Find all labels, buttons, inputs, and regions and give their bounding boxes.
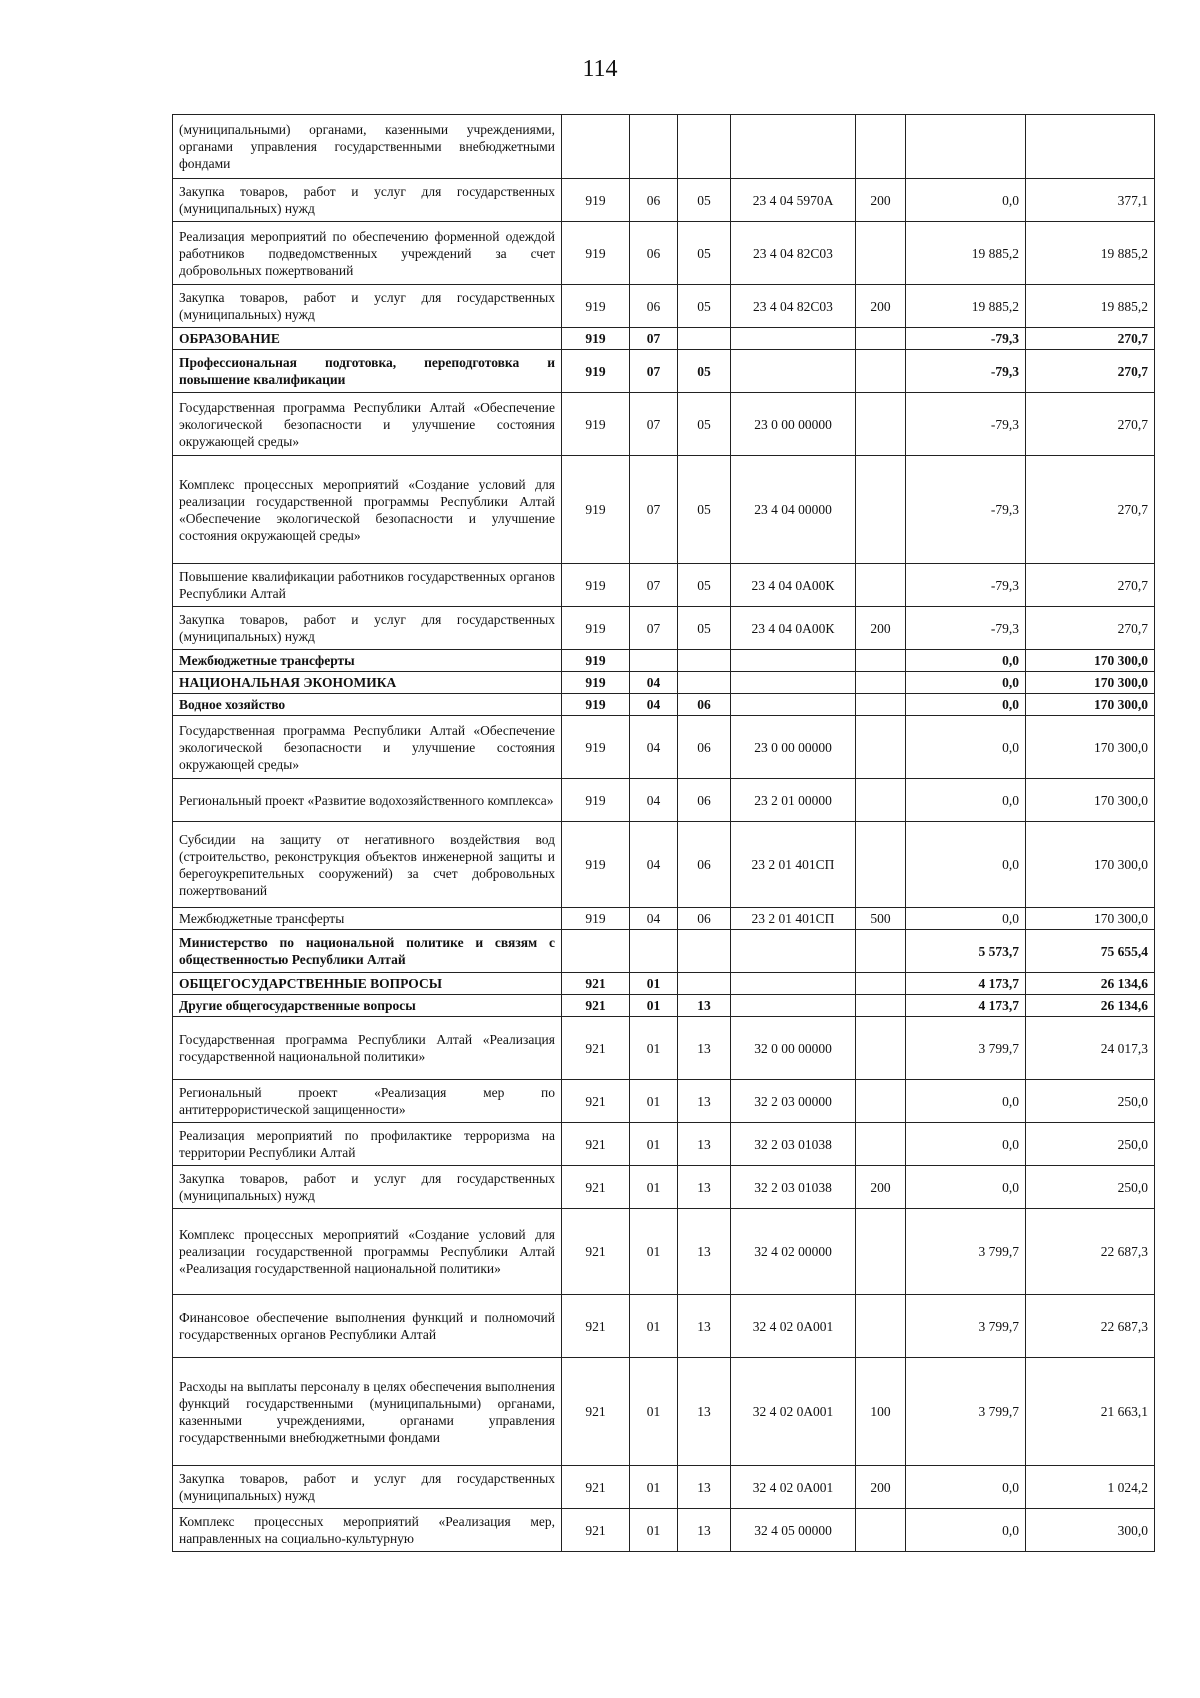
cell-target-article	[731, 350, 856, 393]
cell-grbs: 921	[562, 1080, 630, 1123]
cell-target-article: 23 2 01 00000	[731, 779, 856, 822]
cell-grbs: 921	[562, 1123, 630, 1166]
cell-subsection: 13	[678, 1123, 731, 1166]
cell-amount-2: 24 017,3	[1026, 1017, 1155, 1080]
cell-subsection: 05	[678, 607, 731, 650]
cell-amount-1: 0,0	[906, 1166, 1026, 1209]
cell-amount-1: -79,3	[906, 350, 1026, 393]
cell-amount-1: 4 173,7	[906, 973, 1026, 995]
cell-section: 01	[630, 1123, 678, 1166]
cell-name: Комплекс процессных мероприятий «Реализация мер, направленных на социально-культурную	[173, 1509, 562, 1552]
cell-grbs: 921	[562, 1466, 630, 1509]
cell-amount-1: 0,0	[906, 650, 1026, 672]
cell-amount-2: 170 300,0	[1026, 650, 1155, 672]
cell-subsection: 06	[678, 822, 731, 908]
cell-name: (муниципальными) органами, казенными учреждениями, органами управления государственными внебюджетными фондами	[173, 115, 562, 179]
cell-expense-type	[856, 930, 906, 973]
cell-target-article	[731, 115, 856, 179]
cell-subsection: 05	[678, 456, 731, 564]
table-row	[173, 285, 1155, 328]
cell-amount-1: 0,0	[906, 908, 1026, 930]
cell-amount-1: 0,0	[906, 694, 1026, 716]
cell-amount-1: 0,0	[906, 1509, 1026, 1552]
cell-expense-type	[856, 995, 906, 1017]
cell-name: Закупка товаров, работ и услуг для государственных (муниципальных) нужд	[173, 1166, 562, 1209]
cell-name: Министерство по национальной политике и связям с общественностью Республики Алтай	[173, 930, 562, 973]
cell-expense-type	[856, 822, 906, 908]
cell-amount-1	[906, 115, 1026, 179]
cell-section: 07	[630, 328, 678, 350]
cell-grbs: 921	[562, 1166, 630, 1209]
cell-expense-type: 200	[856, 1466, 906, 1509]
cell-expense-type	[856, 650, 906, 672]
cell-grbs: 921	[562, 1295, 630, 1358]
table-row	[173, 1123, 1155, 1166]
cell-name: Финансовое обеспечение выполнения функций и полномочий государственных органов Республики Алтай	[173, 1295, 562, 1358]
cell-amount-2: 270,7	[1026, 393, 1155, 456]
cell-amount-2: 270,7	[1026, 350, 1155, 393]
cell-amount-1: 0,0	[906, 1123, 1026, 1166]
cell-amount-2: 170 300,0	[1026, 779, 1155, 822]
table-row	[173, 779, 1155, 822]
cell-grbs: 919	[562, 393, 630, 456]
cell-subsection: 05	[678, 393, 731, 456]
cell-subsection: 06	[678, 716, 731, 779]
cell-section: 06	[630, 285, 678, 328]
cell-section: 01	[630, 1466, 678, 1509]
table-row	[173, 672, 1155, 694]
table-row	[173, 393, 1155, 456]
cell-amount-1: 0,0	[906, 822, 1026, 908]
cell-target-article: 23 4 04 5970А	[731, 179, 856, 222]
cell-amount-2: 1 024,2	[1026, 1466, 1155, 1509]
cell-grbs: 919	[562, 564, 630, 607]
cell-name: Другие общегосударственные вопросы	[173, 995, 562, 1017]
cell-expense-type	[856, 1295, 906, 1358]
cell-grbs	[562, 115, 630, 179]
table-row	[173, 650, 1155, 672]
cell-expense-type	[856, 1080, 906, 1123]
cell-amount-1: 0,0	[906, 672, 1026, 694]
cell-amount-1: 0,0	[906, 1466, 1026, 1509]
cell-grbs: 919	[562, 908, 630, 930]
table-row	[173, 179, 1155, 222]
cell-name: Субсидии на защиту от негативного воздействия вод (строительство, реконструкция объектов инженерной защиты и берегоукрепительных сооружений) за счет добровольных пожертвований	[173, 822, 562, 908]
cell-grbs: 919	[562, 716, 630, 779]
cell-amount-2: 26 134,6	[1026, 995, 1155, 1017]
cell-target-article: 32 2 03 01038	[731, 1166, 856, 1209]
cell-amount-2: 270,7	[1026, 328, 1155, 350]
cell-grbs: 919	[562, 822, 630, 908]
cell-subsection: 05	[678, 564, 731, 607]
cell-section	[630, 650, 678, 672]
cell-amount-1: 0,0	[906, 779, 1026, 822]
cell-amount-1: 3 799,7	[906, 1358, 1026, 1466]
cell-target-article: 32 2 03 01038	[731, 1123, 856, 1166]
cell-section: 04	[630, 694, 678, 716]
cell-expense-type	[856, 672, 906, 694]
cell-amount-1: -79,3	[906, 456, 1026, 564]
table-row	[173, 908, 1155, 930]
cell-subsection: 13	[678, 1358, 731, 1466]
cell-expense-type	[856, 973, 906, 995]
cell-amount-1: 0,0	[906, 179, 1026, 222]
cell-expense-type	[856, 779, 906, 822]
cell-name: Комплекс процессных мероприятий «Создание условий для реализации государственной программы Республики Алтай «Обеспечение экологической безопасности и улучшение состояния окружающей среды»	[173, 456, 562, 564]
cell-target-article: 32 4 02 00000	[731, 1209, 856, 1295]
cell-subsection: 05	[678, 222, 731, 285]
cell-grbs	[562, 930, 630, 973]
cell-grbs: 919	[562, 179, 630, 222]
cell-expense-type	[856, 456, 906, 564]
cell-grbs: 919	[562, 694, 630, 716]
table-row	[173, 222, 1155, 285]
cell-section: 01	[630, 995, 678, 1017]
table-row	[173, 115, 1155, 179]
cell-amount-1: 0,0	[906, 716, 1026, 779]
table-row	[173, 995, 1155, 1017]
cell-section: 01	[630, 1295, 678, 1358]
cell-name: Закупка товаров, работ и услуг для государственных (муниципальных) нужд	[173, 179, 562, 222]
cell-grbs: 921	[562, 1209, 630, 1295]
cell-grbs: 919	[562, 328, 630, 350]
cell-subsection: 13	[678, 1209, 731, 1295]
cell-section: 07	[630, 393, 678, 456]
cell-name: Реализация мероприятий по обеспечению форменной одеждой работников подведомственных учреждений за счет добровольных пожертвований	[173, 222, 562, 285]
cell-subsection: 13	[678, 1509, 731, 1552]
cell-target-article: 23 0 00 00000	[731, 393, 856, 456]
cell-amount-2: 26 134,6	[1026, 973, 1155, 995]
cell-amount-1: 19 885,2	[906, 285, 1026, 328]
page-number: 114	[582, 56, 618, 82]
cell-section: 01	[630, 1166, 678, 1209]
cell-target-article: 23 4 04 82С03	[731, 285, 856, 328]
table-row	[173, 1466, 1155, 1509]
cell-amount-1: -79,3	[906, 564, 1026, 607]
cell-expense-type	[856, 350, 906, 393]
cell-name: Государственная программа Республики Алтай «Обеспечение экологической безопасности и улучшение состояния окружающей среды»	[173, 716, 562, 779]
cell-section: 01	[630, 1509, 678, 1552]
table-row	[173, 456, 1155, 564]
cell-section: 01	[630, 973, 678, 995]
cell-expense-type	[856, 1209, 906, 1295]
cell-section	[630, 930, 678, 973]
table-row	[173, 1080, 1155, 1123]
table-row	[173, 350, 1155, 393]
cell-amount-1: 0,0	[906, 1080, 1026, 1123]
cell-name: Реализация мероприятий по профилактике терроризма на территории Республики Алтай	[173, 1123, 562, 1166]
cell-target-article: 23 0 00 00000	[731, 716, 856, 779]
cell-subsection: 13	[678, 1466, 731, 1509]
table-row	[173, 1166, 1155, 1209]
cell-name: Региональный проект «Развитие водохозяйственного комплекса»	[173, 779, 562, 822]
cell-subsection	[678, 650, 731, 672]
cell-name: Расходы на выплаты персоналу в целях обеспечения выполнения функций государственными (муниципальными) органами, казенными учреждениями, органами управления государственными внебюджетными фондами	[173, 1358, 562, 1466]
cell-section: 01	[630, 1080, 678, 1123]
cell-grbs: 919	[562, 779, 630, 822]
cell-section: 01	[630, 1209, 678, 1295]
cell-amount-2: 170 300,0	[1026, 822, 1155, 908]
cell-expense-type: 200	[856, 285, 906, 328]
cell-target-article	[731, 328, 856, 350]
cell-expense-type	[856, 1017, 906, 1080]
cell-grbs: 919	[562, 350, 630, 393]
cell-amount-2: 170 300,0	[1026, 908, 1155, 930]
table-row	[173, 694, 1155, 716]
cell-amount-1: -79,3	[906, 393, 1026, 456]
cell-expense-type	[856, 222, 906, 285]
cell-target-article	[731, 930, 856, 973]
cell-amount-1: 3 799,7	[906, 1017, 1026, 1080]
cell-target-article	[731, 672, 856, 694]
cell-section: 04	[630, 908, 678, 930]
table-row	[173, 1209, 1155, 1295]
cell-grbs: 919	[562, 607, 630, 650]
cell-subsection	[678, 672, 731, 694]
cell-amount-2: 250,0	[1026, 1166, 1155, 1209]
cell-grbs: 919	[562, 285, 630, 328]
cell-expense-type	[856, 393, 906, 456]
cell-target-article: 23 4 04 00000	[731, 456, 856, 564]
cell-subsection: 13	[678, 995, 731, 1017]
cell-amount-2: 270,7	[1026, 564, 1155, 607]
cell-subsection	[678, 973, 731, 995]
cell-target-article: 32 4 02 0А001	[731, 1358, 856, 1466]
table-row	[173, 930, 1155, 973]
cell-name: Закупка товаров, работ и услуг для государственных (муниципальных) нужд	[173, 285, 562, 328]
cell-grbs: 919	[562, 650, 630, 672]
cell-subsection	[678, 115, 731, 179]
cell-name: Региональный проект «Реализация мер по антитеррористической защищенности»	[173, 1080, 562, 1123]
cell-subsection: 05	[678, 179, 731, 222]
cell-amount-2	[1026, 115, 1155, 179]
cell-target-article	[731, 995, 856, 1017]
cell-expense-type	[856, 1123, 906, 1166]
cell-grbs: 921	[562, 1509, 630, 1552]
table-row	[173, 607, 1155, 650]
cell-expense-type	[856, 115, 906, 179]
cell-grbs: 919	[562, 672, 630, 694]
cell-expense-type: 100	[856, 1358, 906, 1466]
cell-name: Комплекс процессных мероприятий «Создание условий для реализации государственной программы Республики Алтай «Реализация государственной национальной политики»	[173, 1209, 562, 1295]
cell-amount-1: 3 799,7	[906, 1209, 1026, 1295]
cell-amount-2: 377,1	[1026, 179, 1155, 222]
cell-section: 06	[630, 222, 678, 285]
cell-name: Закупка товаров, работ и услуг для государственных (муниципальных) нужд	[173, 607, 562, 650]
cell-amount-2: 170 300,0	[1026, 672, 1155, 694]
table-row	[173, 1358, 1155, 1466]
cell-amount-2: 270,7	[1026, 607, 1155, 650]
cell-subsection: 13	[678, 1080, 731, 1123]
cell-amount-2: 300,0	[1026, 1509, 1155, 1552]
cell-name: Профессиональная подготовка, переподготовка и повышение квалификации	[173, 350, 562, 393]
table-row	[173, 564, 1155, 607]
cell-expense-type: 200	[856, 179, 906, 222]
cell-subsection: 13	[678, 1295, 731, 1358]
cell-subsection	[678, 930, 731, 973]
table-body	[173, 115, 1155, 1552]
cell-amount-2: 170 300,0	[1026, 694, 1155, 716]
cell-target-article: 23 2 01 401СП	[731, 908, 856, 930]
cell-target-article: 32 4 05 00000	[731, 1509, 856, 1552]
cell-subsection: 06	[678, 908, 731, 930]
cell-section: 04	[630, 716, 678, 779]
cell-grbs: 919	[562, 222, 630, 285]
cell-target-article: 23 4 04 82С03	[731, 222, 856, 285]
cell-section: 01	[630, 1017, 678, 1080]
cell-target-article: 32 0 00 00000	[731, 1017, 856, 1080]
cell-subsection: 05	[678, 285, 731, 328]
cell-amount-2: 170 300,0	[1026, 716, 1155, 779]
cell-amount-2: 21 663,1	[1026, 1358, 1155, 1466]
cell-target-article: 32 2 03 00000	[731, 1080, 856, 1123]
cell-amount-1: -79,3	[906, 607, 1026, 650]
cell-target-article: 23 2 01 401СП	[731, 822, 856, 908]
cell-target-article: 23 4 04 0А00К	[731, 564, 856, 607]
cell-target-article: 23 4 04 0А00К	[731, 607, 856, 650]
table-row	[173, 973, 1155, 995]
cell-amount-2: 250,0	[1026, 1080, 1155, 1123]
cell-amount-1: -79,3	[906, 328, 1026, 350]
table-row	[173, 1295, 1155, 1358]
cell-target-article: 32 4 02 0А001	[731, 1466, 856, 1509]
cell-section: 04	[630, 672, 678, 694]
cell-name: ОБРАЗОВАНИЕ	[173, 328, 562, 350]
cell-target-article	[731, 650, 856, 672]
table-row	[173, 328, 1155, 350]
cell-subsection: 13	[678, 1166, 731, 1209]
cell-grbs: 921	[562, 1017, 630, 1080]
cell-subsection: 05	[678, 350, 731, 393]
cell-subsection: 13	[678, 1017, 731, 1080]
cell-subsection	[678, 328, 731, 350]
cell-amount-2: 22 687,3	[1026, 1209, 1155, 1295]
cell-name: Водное хозяйство	[173, 694, 562, 716]
cell-amount-2: 22 687,3	[1026, 1295, 1155, 1358]
cell-section: 04	[630, 822, 678, 908]
cell-section: 07	[630, 350, 678, 393]
cell-section: 07	[630, 456, 678, 564]
cell-expense-type: 200	[856, 607, 906, 650]
cell-name: Межбюджетные трансферты	[173, 650, 562, 672]
cell-expense-type: 200	[856, 1166, 906, 1209]
cell-amount-2: 270,7	[1026, 456, 1155, 564]
cell-target-article	[731, 694, 856, 716]
cell-name: Межбюджетные трансферты	[173, 908, 562, 930]
cell-name: ОБЩЕГОСУДАРСТВЕННЫЕ ВОПРОСЫ	[173, 973, 562, 995]
cell-amount-2: 75 655,4	[1026, 930, 1155, 973]
cell-expense-type	[856, 328, 906, 350]
table-row	[173, 1509, 1155, 1552]
cell-name: Государственная программа Республики Алтай «Обеспечение экологической безопасности и улучшение состояния окружающей среды»	[173, 393, 562, 456]
cell-amount-1: 19 885,2	[906, 222, 1026, 285]
cell-section: 07	[630, 607, 678, 650]
cell-expense-type	[856, 694, 906, 716]
budget-table	[172, 114, 1155, 1552]
cell-amount-2: 19 885,2	[1026, 285, 1155, 328]
cell-amount-1: 5 573,7	[906, 930, 1026, 973]
cell-amount-2: 19 885,2	[1026, 222, 1155, 285]
cell-expense-type: 500	[856, 908, 906, 930]
cell-section: 01	[630, 1358, 678, 1466]
table-row	[173, 822, 1155, 908]
cell-target-article	[731, 973, 856, 995]
table-row	[173, 1017, 1155, 1080]
cell-name: Государственная программа Республики Алтай «Реализация государственной национальной политики»	[173, 1017, 562, 1080]
cell-section: 04	[630, 779, 678, 822]
cell-name: НАЦИОНАЛЬНАЯ ЭКОНОМИКА	[173, 672, 562, 694]
table-row	[173, 716, 1155, 779]
cell-amount-1: 3 799,7	[906, 1295, 1026, 1358]
cell-expense-type	[856, 1509, 906, 1552]
cell-grbs: 921	[562, 995, 630, 1017]
cell-grbs: 919	[562, 456, 630, 564]
cell-target-article: 32 4 02 0А001	[731, 1295, 856, 1358]
cell-section	[630, 115, 678, 179]
cell-grbs: 921	[562, 973, 630, 995]
cell-expense-type	[856, 564, 906, 607]
cell-subsection: 06	[678, 694, 731, 716]
cell-expense-type	[856, 716, 906, 779]
cell-name: Повышение квалификации работников государственных органов Республики Алтай	[173, 564, 562, 607]
cell-name: Закупка товаров, работ и услуг для государственных (муниципальных) нужд	[173, 1466, 562, 1509]
cell-amount-2: 250,0	[1026, 1123, 1155, 1166]
cell-section: 07	[630, 564, 678, 607]
cell-grbs: 921	[562, 1358, 630, 1466]
cell-section: 06	[630, 179, 678, 222]
cell-subsection: 06	[678, 779, 731, 822]
cell-amount-1: 4 173,7	[906, 995, 1026, 1017]
